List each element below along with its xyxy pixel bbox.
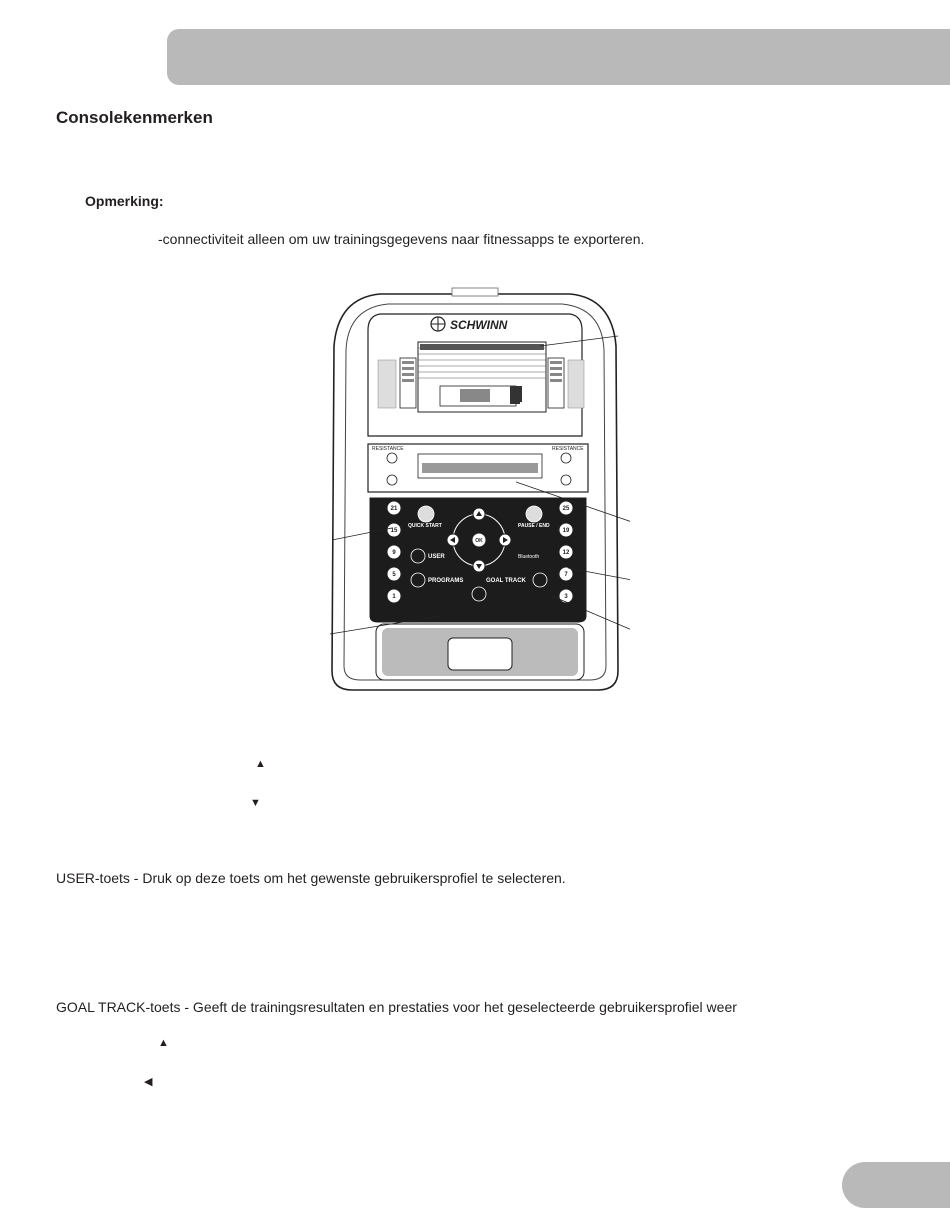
quick-key-7: 7 bbox=[564, 572, 568, 578]
brand-text: SCHWINN bbox=[450, 318, 508, 332]
up-arrow-icon: ▲ bbox=[255, 758, 266, 770]
up-arrow-icon: ▲ bbox=[158, 1037, 169, 1049]
quick-key-3: 3 bbox=[564, 594, 568, 600]
resistance-up-left-button bbox=[387, 453, 397, 463]
quick-key-5: 5 bbox=[392, 572, 396, 578]
quick-key-15: 15 bbox=[390, 528, 398, 534]
console-illustration bbox=[320, 286, 630, 696]
resistance-down-right-button bbox=[561, 475, 571, 485]
header-bar bbox=[167, 29, 950, 85]
quick-start-label: QUICK START bbox=[408, 523, 442, 529]
user-key-description: USER-toets - Druk op deze toets om het gewenste gebruikersprofiel te selecteren. bbox=[56, 870, 566, 886]
quick-key-19: 19 bbox=[562, 528, 570, 534]
note-text: -connectiviteit alleen om uw trainingsgegevens naar fitnessapps te exporteren. bbox=[158, 231, 645, 247]
fan-button bbox=[472, 587, 486, 601]
ok-label: OK bbox=[475, 538, 483, 544]
user-button bbox=[411, 549, 425, 563]
quick-start-button bbox=[418, 506, 434, 522]
resistance-down-left-button bbox=[387, 475, 397, 485]
quick-key-1: 1 bbox=[392, 594, 396, 600]
goal-track-label: GOAL TRACK bbox=[486, 578, 526, 584]
quick-key-21: 21 bbox=[390, 506, 398, 512]
note-label: Opmerking: bbox=[85, 193, 164, 209]
resistance-up-right-button bbox=[561, 453, 571, 463]
quick-key-9: 9 bbox=[392, 550, 396, 556]
left-arrow-icon: ◀ bbox=[144, 1076, 153, 1088]
down-arrow-icon: ▼ bbox=[250, 797, 261, 809]
programs-label: PROGRAMS bbox=[428, 578, 464, 584]
goal-track-key-description: GOAL TRACK-toets - Geeft de trainingsresultaten en prestaties voor het geselecteerde gebruikersprofiel weer bbox=[56, 999, 737, 1015]
handle-slot bbox=[448, 638, 512, 670]
user-label: USER bbox=[428, 554, 445, 560]
pause-end-button bbox=[526, 506, 542, 522]
bluetooth-label: Bluetooth bbox=[518, 554, 540, 560]
quick-key-25: 25 bbox=[562, 506, 570, 512]
quick-key-12: 12 bbox=[562, 550, 570, 556]
programs-button bbox=[411, 573, 425, 587]
section-title: Consolekenmerken bbox=[56, 108, 213, 127]
resistance-left-label: RESISTANCE bbox=[372, 446, 404, 452]
resistance-right-label: RESISTANCE bbox=[552, 446, 584, 452]
pause-end-label: PAUSE / END bbox=[518, 523, 550, 529]
page-number-tab bbox=[842, 1162, 950, 1208]
goal-track-button bbox=[533, 573, 547, 587]
